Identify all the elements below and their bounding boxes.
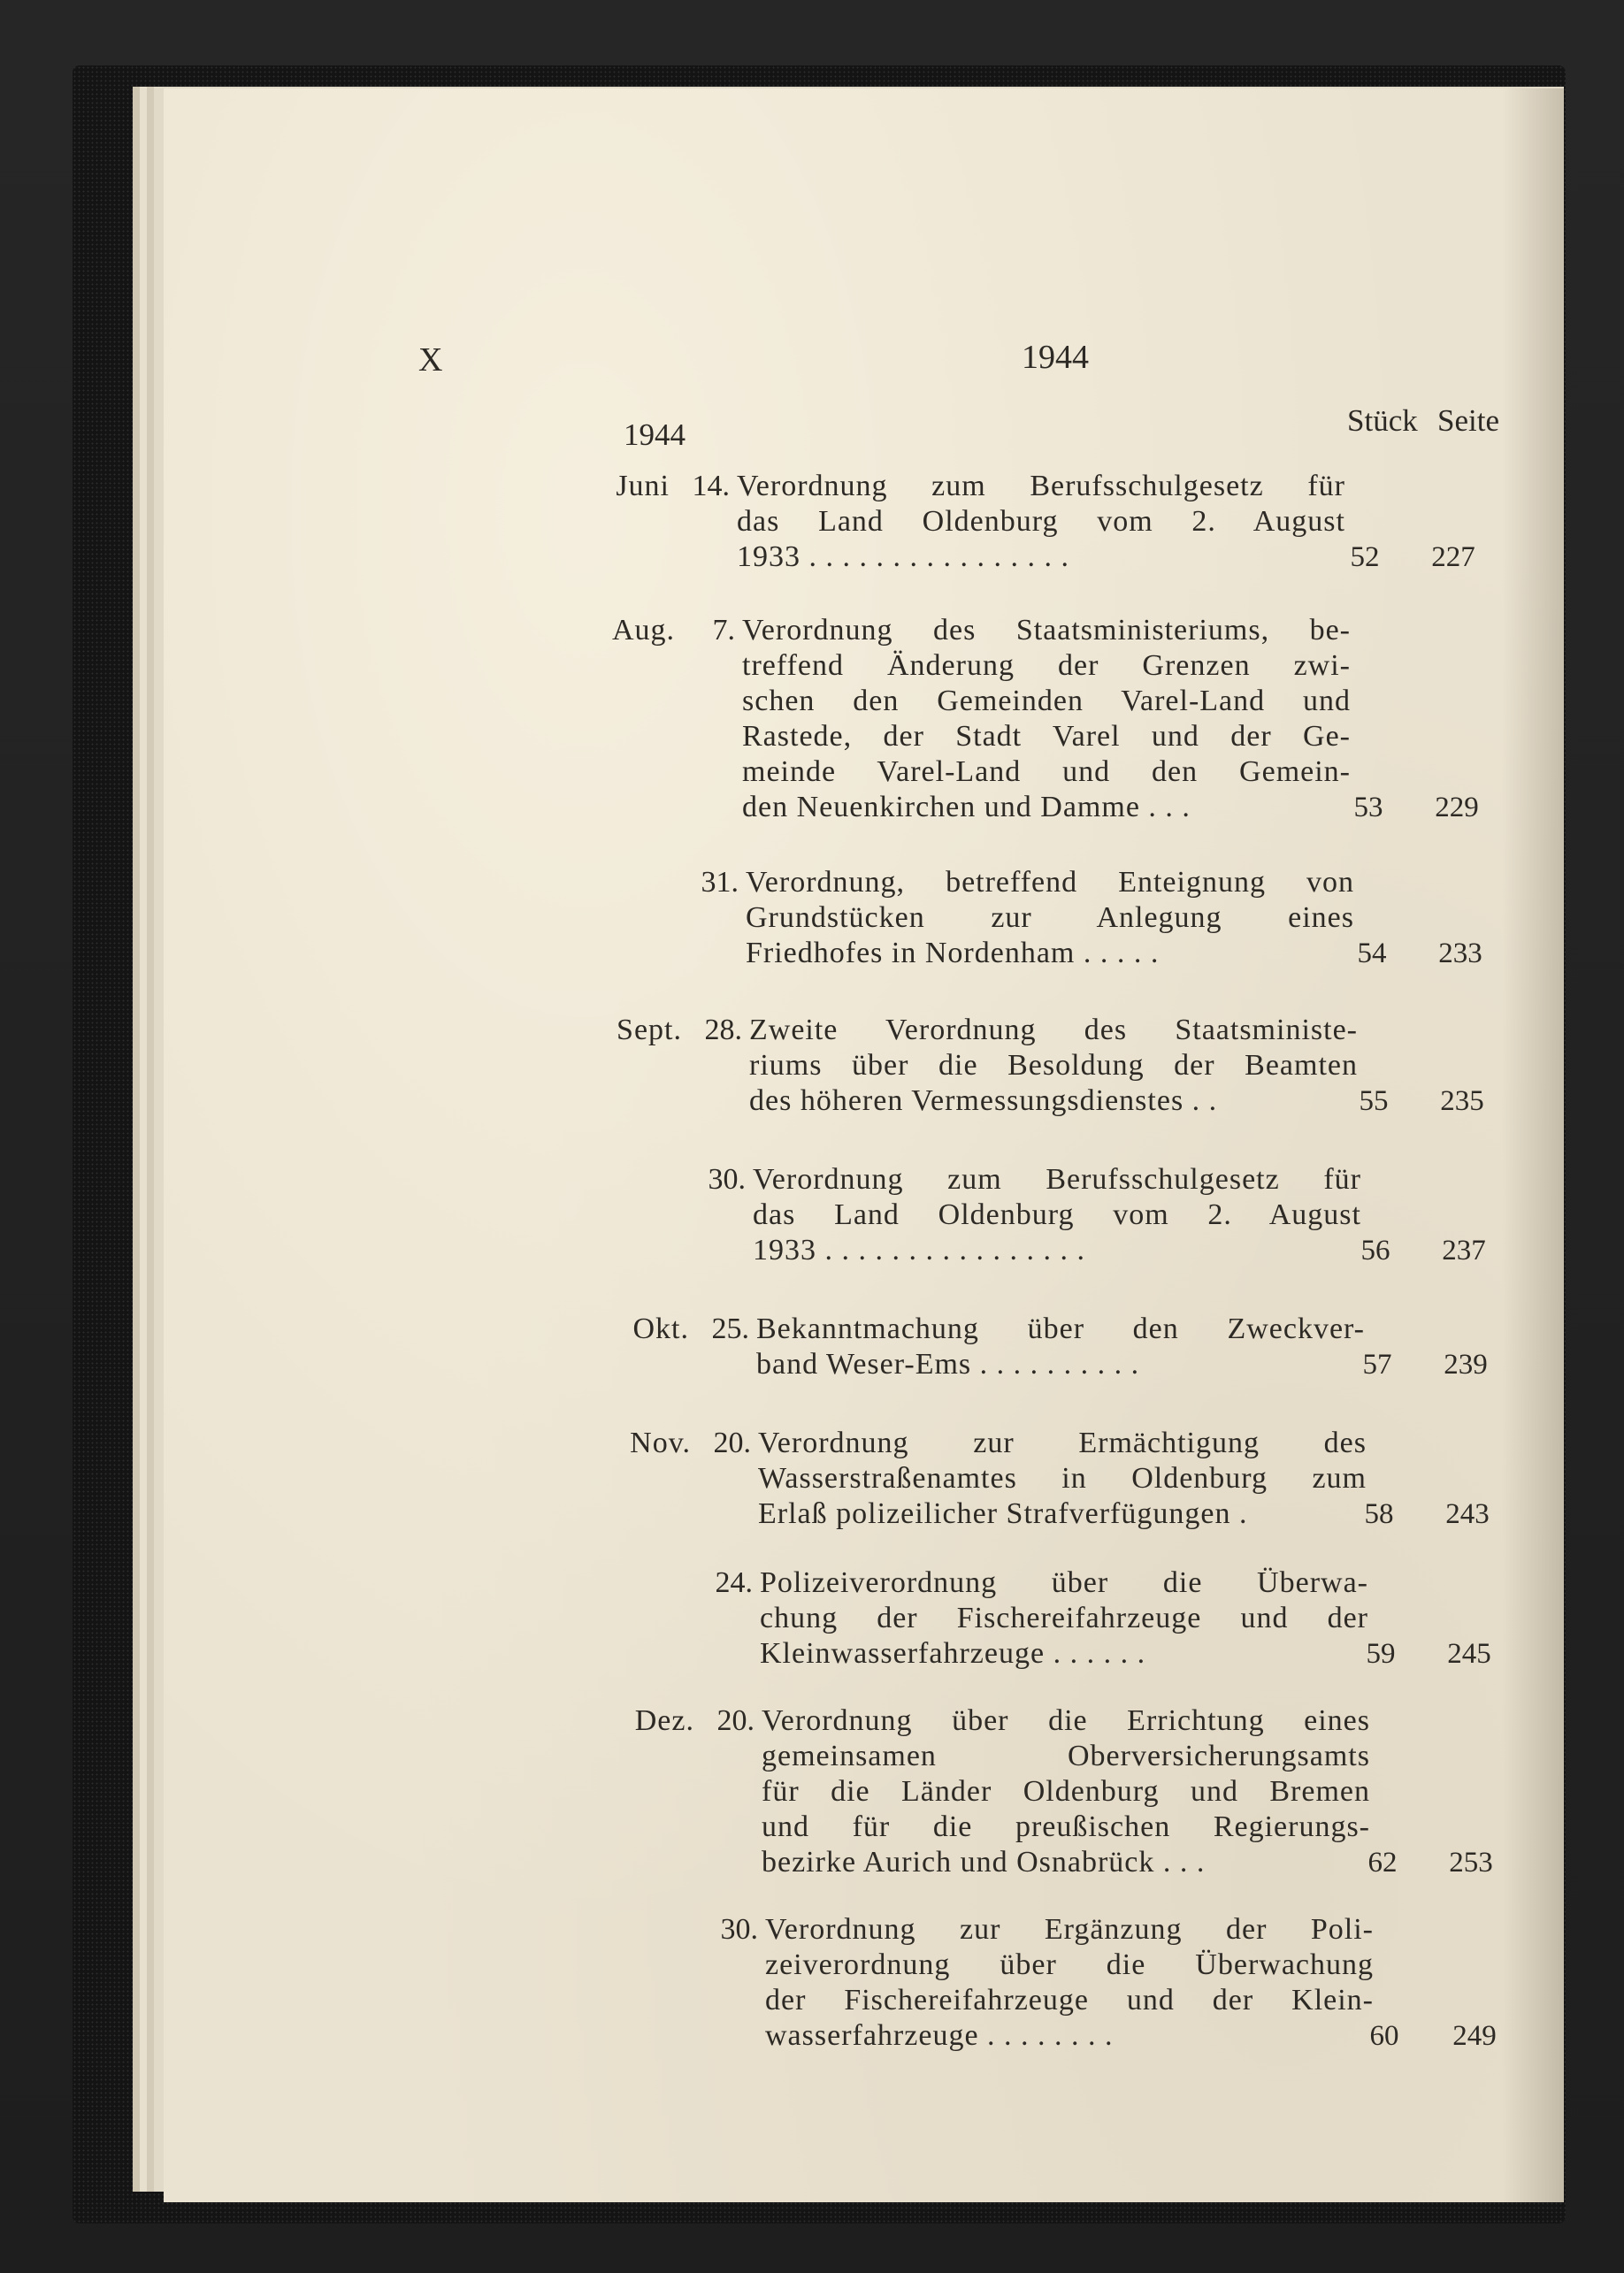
entry-title-line: Wasserstraßenamtes in Oldenburg zum bbox=[758, 1462, 1367, 1495]
entry-stueck: 59 bbox=[1366, 1638, 1396, 1670]
entry-stueck: 58 bbox=[1364, 1498, 1394, 1530]
column-header-year: 1944 bbox=[624, 417, 686, 452]
entry-title-line: zeiverordnung über die Überwachung bbox=[765, 1948, 1374, 1981]
entry-title-line: Verordnung zur Ergänzung der Poli- bbox=[765, 1913, 1374, 1946]
entry-title-line: schen den Gemeinden Varel-Land und bbox=[742, 685, 1351, 717]
entry-month: Sept. bbox=[617, 1014, 682, 1046]
entry-title bbox=[756, 1312, 1365, 1382]
entry-title-line: des höheren Vermessungsdienstes . . bbox=[749, 1084, 1218, 1117]
entry-title bbox=[753, 1162, 1361, 1268]
entry-month: Nov. bbox=[630, 1427, 691, 1459]
entry-day: 7. bbox=[712, 614, 735, 647]
entry-day: 28. bbox=[704, 1014, 742, 1046]
book-page bbox=[164, 88, 1564, 2202]
entry-title-line: Friedhofes in Nordenham . . . . . bbox=[746, 937, 1160, 969]
entry-stueck: 57 bbox=[1362, 1349, 1392, 1381]
entry-seite: 235 bbox=[1440, 1085, 1484, 1117]
entry-stueck: 60 bbox=[1369, 2020, 1399, 2052]
entry-title bbox=[762, 1703, 1370, 1880]
entry-title-line: Verordnung zur Ermächtigung des bbox=[758, 1427, 1367, 1459]
entry-month: Aug. bbox=[611, 614, 675, 647]
entry-title-line: Bekanntmachung über den Zweckver- bbox=[756, 1313, 1365, 1345]
entry-title-line: bezirke Aurich und Osnabrück . . . bbox=[762, 1846, 1206, 1879]
entry-seite: 237 bbox=[1442, 1235, 1486, 1267]
entry-title bbox=[746, 865, 1354, 971]
page-number: X bbox=[418, 341, 443, 379]
running-head: 1944 bbox=[1022, 339, 1089, 376]
entry-stueck: 55 bbox=[1359, 1085, 1389, 1117]
entry-title-line: den Neuenkirchen und Damme . . . bbox=[742, 791, 1191, 823]
entry-title-line: 1933 . . . . . . . . . . . . . . . . bbox=[753, 1234, 1085, 1267]
entry-seite: 249 bbox=[1452, 2020, 1497, 2052]
entry-seite: 243 bbox=[1445, 1498, 1490, 1530]
entry-title bbox=[760, 1565, 1368, 1672]
entry-title-line: band Weser-Ems . . . . . . . . . . bbox=[756, 1348, 1140, 1381]
entry-title-line: Verordnung, betreffend Enteignung von bbox=[746, 866, 1354, 899]
entry-stueck: 56 bbox=[1360, 1235, 1390, 1267]
entry-title-line: Erlaß polizeilicher Strafverfügungen . bbox=[758, 1497, 1248, 1530]
entry-title-line: meinde Varel-Land und den Gemein- bbox=[742, 755, 1351, 788]
entry-stueck: 62 bbox=[1367, 1847, 1398, 1879]
entry-title-line: wasserfahrzeuge . . . . . . . . bbox=[765, 2019, 1114, 2052]
entry-day: 20. bbox=[716, 1704, 755, 1737]
entry-title-line: das Land Oldenburg vom 2. August bbox=[737, 505, 1345, 538]
entry-title-line: chung der Fischereifahrzeuge und der bbox=[760, 1602, 1368, 1634]
entry-seite: 239 bbox=[1444, 1349, 1488, 1381]
entry-day: 31. bbox=[701, 866, 739, 899]
entry-title-line: Polizeiverordnung über die Überwa- bbox=[760, 1566, 1368, 1599]
entry-stueck: 52 bbox=[1350, 541, 1380, 573]
entry-title-line: das Land Oldenburg vom 2. August bbox=[753, 1198, 1361, 1231]
entry-title-line: 1933 . . . . . . . . . . . . . . . . bbox=[737, 540, 1069, 573]
entry-seite: 227 bbox=[1431, 541, 1475, 573]
entry-title bbox=[765, 1912, 1374, 2054]
entry-day: 24. bbox=[715, 1566, 753, 1599]
entry-title-line: treffend Änderung der Grenzen zwi- bbox=[742, 649, 1351, 682]
entry-day: 20. bbox=[713, 1427, 751, 1459]
entry-seite: 229 bbox=[1435, 792, 1479, 823]
entry-title-line: der Fischereifahrzeuge und der Klein- bbox=[765, 1984, 1374, 2017]
entry-title bbox=[758, 1426, 1367, 1532]
entry-title bbox=[742, 613, 1351, 825]
entry-month: Juni bbox=[616, 470, 670, 502]
entry-day: 14. bbox=[692, 470, 730, 502]
entry-month: Dez. bbox=[634, 1704, 694, 1737]
entry-stueck: 53 bbox=[1353, 792, 1383, 823]
entry-month: Okt. bbox=[632, 1313, 689, 1345]
entry-title-line: gemeinsamen Oberversicherungsamts bbox=[762, 1740, 1370, 1772]
entry-title bbox=[737, 469, 1345, 575]
entry-title-line: und für die preußischen Regierungs- bbox=[762, 1810, 1370, 1843]
entry-seite: 233 bbox=[1438, 938, 1482, 969]
entry-seite: 253 bbox=[1449, 1847, 1493, 1879]
entry-title-line: Grundstücken zur Anlegung eines bbox=[746, 901, 1354, 934]
entry-title-line: für die Länder Oldenburg und Bremen bbox=[762, 1775, 1370, 1808]
entry-title-line: Zweite Verordnung des Staatsministe- bbox=[749, 1014, 1358, 1046]
entry-title-line: Rastede, der Stadt Varel und der Ge- bbox=[742, 720, 1351, 753]
entry-title-line: riums über die Besoldung der Beamten bbox=[749, 1049, 1358, 1082]
entry-title-line: Verordnung des Staatsministeriums, be- bbox=[742, 614, 1351, 647]
entry-title-line: Kleinwasserfahrzeuge . . . . . . bbox=[760, 1637, 1146, 1670]
entry-stueck: 54 bbox=[1357, 938, 1387, 969]
column-header-seite: Seite bbox=[1437, 403, 1499, 438]
entry-title bbox=[749, 1013, 1358, 1119]
entry-day: 30. bbox=[708, 1163, 746, 1196]
entry-seite: 245 bbox=[1447, 1638, 1491, 1670]
entry-day: 30. bbox=[720, 1913, 758, 1946]
entry-title-line: Verordnung über die Errichtung eines bbox=[762, 1704, 1370, 1737]
column-header-stueck: Stück bbox=[1347, 403, 1418, 438]
spine-shadow bbox=[1502, 88, 1564, 2202]
entry-title-line: Verordnung zum Berufsschulgesetz für bbox=[753, 1163, 1361, 1196]
entry-title-line: Verordnung zum Berufsschulgesetz für bbox=[737, 470, 1345, 502]
entry-day: 25. bbox=[711, 1313, 749, 1345]
